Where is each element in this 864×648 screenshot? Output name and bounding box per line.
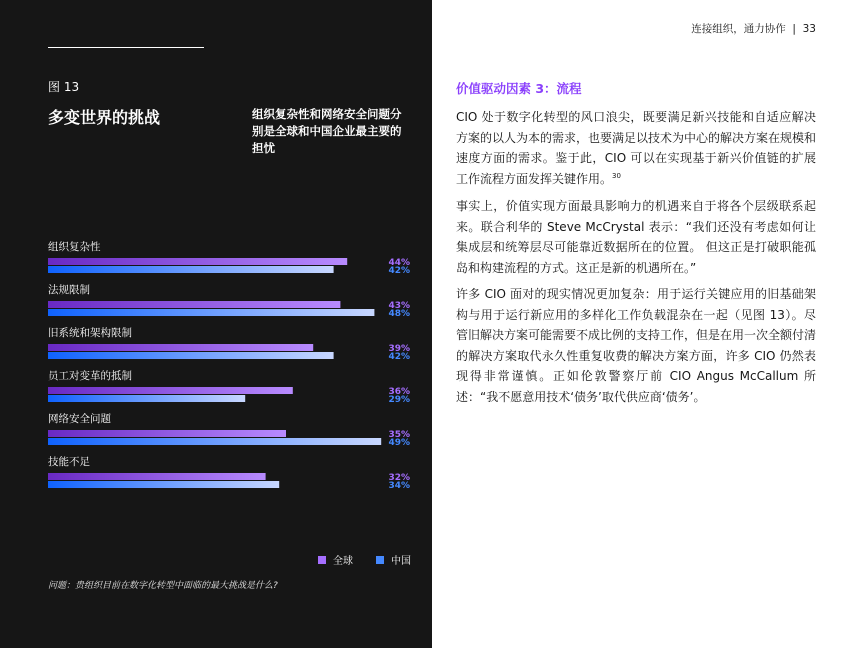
legend-china-swatch [376,556,384,564]
value-label-global: 43% [388,301,410,311]
legend-china [376,552,411,567]
header-separator: | [789,23,800,35]
value-label-china: 42% [388,266,410,276]
category-label: 技能不足 [48,456,90,468]
section-title: 价值驱动因素 3：流程 [456,81,582,96]
survey-question: 问题：贵组织目前在数字化转型中面临的最大挑战是什么? [48,581,278,591]
figure-title: 多变世界的挑战 [48,108,161,127]
value-label-global: 36% [388,387,410,397]
value-label-china: 29% [388,395,410,405]
paragraph-1 [456,107,816,189]
bar-global [48,473,266,480]
figure-subtitle: 组织复杂性和网络安全问题分别是全球和中国企业最主要的担忧 [252,107,402,155]
value-label-global: 32% [388,473,410,483]
value-label-global: 39% [388,344,410,354]
bar-global [48,301,340,308]
legend-global-swatch [318,556,326,564]
value-label-china: 49% [388,438,410,448]
bar-global [48,387,293,394]
bar-china [48,352,334,359]
category-label: 旧系统和架构限制 [48,327,132,339]
text-panel [432,0,864,648]
category-label: 法规限制 [48,284,90,296]
value-label-china: 48% [388,309,410,319]
value-label-china: 34% [388,481,410,491]
paragraph-2: 事实上，价值实现方面最具影响力的机遇来自于将各个层级联系起来。联合利华的 Steve McCrystal 表示：“我们还没有考虑如何让集成层和统筹层尽可能靠近数据所在的位置。 但这正是打破职能孤岛和构建流程的方式。这正是新的机遇所在。” [456,199,816,275]
category-label: 网络安全问题 [48,413,111,425]
category-label: 组织复杂性 [48,241,101,253]
bar-china [48,266,334,273]
header-title: 连接组织，通力协作 [691,23,786,35]
bar-global [48,344,313,351]
bar-global [48,430,286,437]
value-label-china: 42% [388,352,410,362]
bar-global [48,258,347,265]
running-header [691,21,816,36]
value-label-global: 44% [388,258,410,268]
bar-china [48,395,245,402]
category-label: 员工对变革的抵制 [48,370,132,382]
bar-china [48,309,374,316]
legend-global [318,552,353,567]
footnote-ref: 30 [612,171,621,180]
paragraph-1-text: CIO 处于数字化转型的风口浪尖，既要满足新兴技能和自适应解决方案的以人为本的需求，也要满足以技术为中心的解决方案在规模和速度方面的需求。鉴于此，CIO 可以在实现基于新兴价值链的扩展工作流程方面发挥关键作用。 [456,110,817,186]
figure-label: 图 13 [48,80,80,94]
legend-global-label: 全球 [333,556,353,567]
value-label-global: 35% [388,430,410,440]
bar-china [48,481,279,488]
page-number: 33 [802,23,816,35]
legend-china-label: 中国 [391,556,411,567]
bar-china [48,438,381,445]
paragraph-3: 许多 CIO 面对的现实情况更加复杂：用于运行关键应用的旧基础架构与用于运行新应用的多样化工作负载混杂在一起（见图 13）。尽管旧解决方案可能需要不成比例的支持工作，但是在用一次全额付清的解决方案取代永久性重复收费的解决方案方面，许多 CIO 仍然表现得非常谨慎。正如伦敦警察厅前 CIO Angus McCallum 所述：“我不愿意用技术‘债务’取代供应商‘债务’。 [456,287,817,404]
